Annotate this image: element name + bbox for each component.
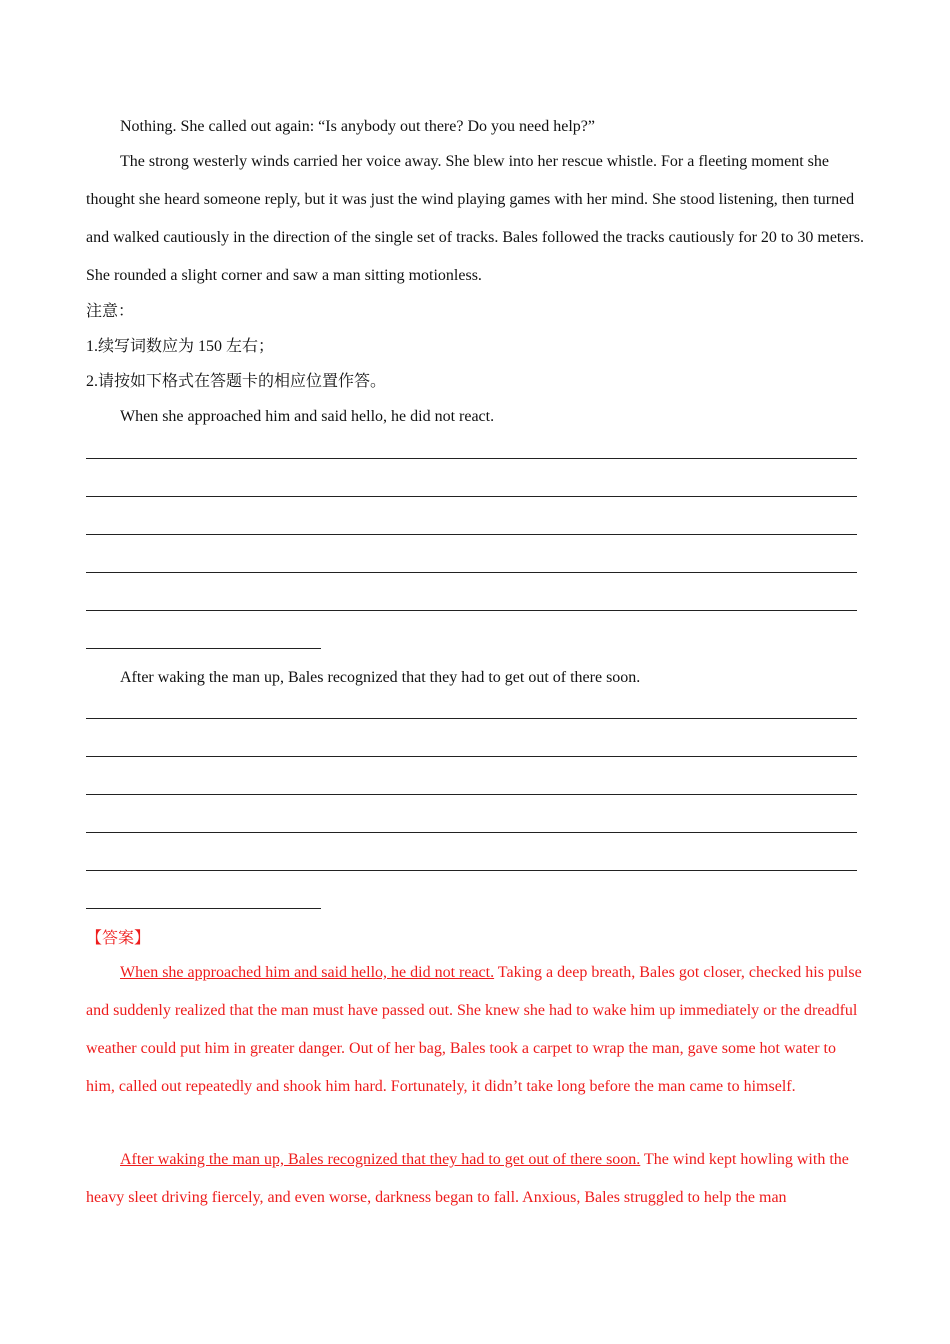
- answer-line: [86, 572, 857, 573]
- answer-line: [86, 756, 857, 757]
- answer-line: [86, 458, 857, 459]
- notes-item-1: 1.续写词数应为 150 左右；: [86, 338, 275, 355]
- answer-line: [86, 832, 857, 833]
- notes-heading: 注意：: [86, 303, 135, 320]
- answer-label: 【答案】: [86, 930, 151, 947]
- answer-line: [86, 870, 857, 871]
- prompt-second: After waking the man up, Bales recognized that they had to get out of there soon.: [120, 669, 641, 686]
- answer-line: [86, 610, 857, 611]
- answer-paragraph-2: [86, 1141, 866, 1217]
- answer-paragraph-1-lead: When she approached him and said hello, he did not react.: [120, 964, 495, 981]
- notes-item-2: 2.请按如下格式在答题卡的相应位置作答。: [86, 373, 387, 390]
- answer-paragraph-2-body: The wind kept howling with the heavy sleet driving fiercely, and even worse, darkness began to fall. Anxious, Bales struggled to help the man: [86, 1151, 849, 1206]
- answer-line: [86, 534, 857, 535]
- answer-line: [86, 794, 857, 795]
- answer-line: [86, 648, 321, 649]
- passage-paragraph-2: The strong westerly winds carried her voice away. She blew into her rescue whistle. For a fleeting moment she thought she heard someone reply, but it was just the wind playing games with her mind. She stood listening, then turned and walked cautiously in the direction of the single set of tracks. Bales followed the tracks cautiously for 20 to 30 meters. She rounded a slight corner and saw a man sitting motionless.: [86, 153, 865, 284]
- passage-paragraph-1: Nothing. She called out again: “Is anybody out there? Do you need help?”: [120, 118, 595, 135]
- answer-paragraph-1: [86, 954, 866, 1106]
- answer-line: [86, 718, 857, 719]
- answer-line: [86, 496, 857, 497]
- answer-paragraph-2-lead: After waking the man up, Bales recognized that they had to get out of there soon.: [120, 1151, 641, 1168]
- prompt-first: When she approached him and said hello, he did not react.: [120, 408, 495, 425]
- answer-paragraph-1-body: Taking a deep breath, Bales got closer, checked his pulse and suddenly realized that the man must have passed out. She knew she had to wake him up immediately or the dreadful weather could put him in greater danger. Out of her bag, Bales took a carpet to wrap the man, gave some hot water to him, called out repeatedly and shook him hard. Fortunately, it didn’t take long before the man came to himself.: [86, 964, 862, 1095]
- answer-line: [86, 908, 321, 909]
